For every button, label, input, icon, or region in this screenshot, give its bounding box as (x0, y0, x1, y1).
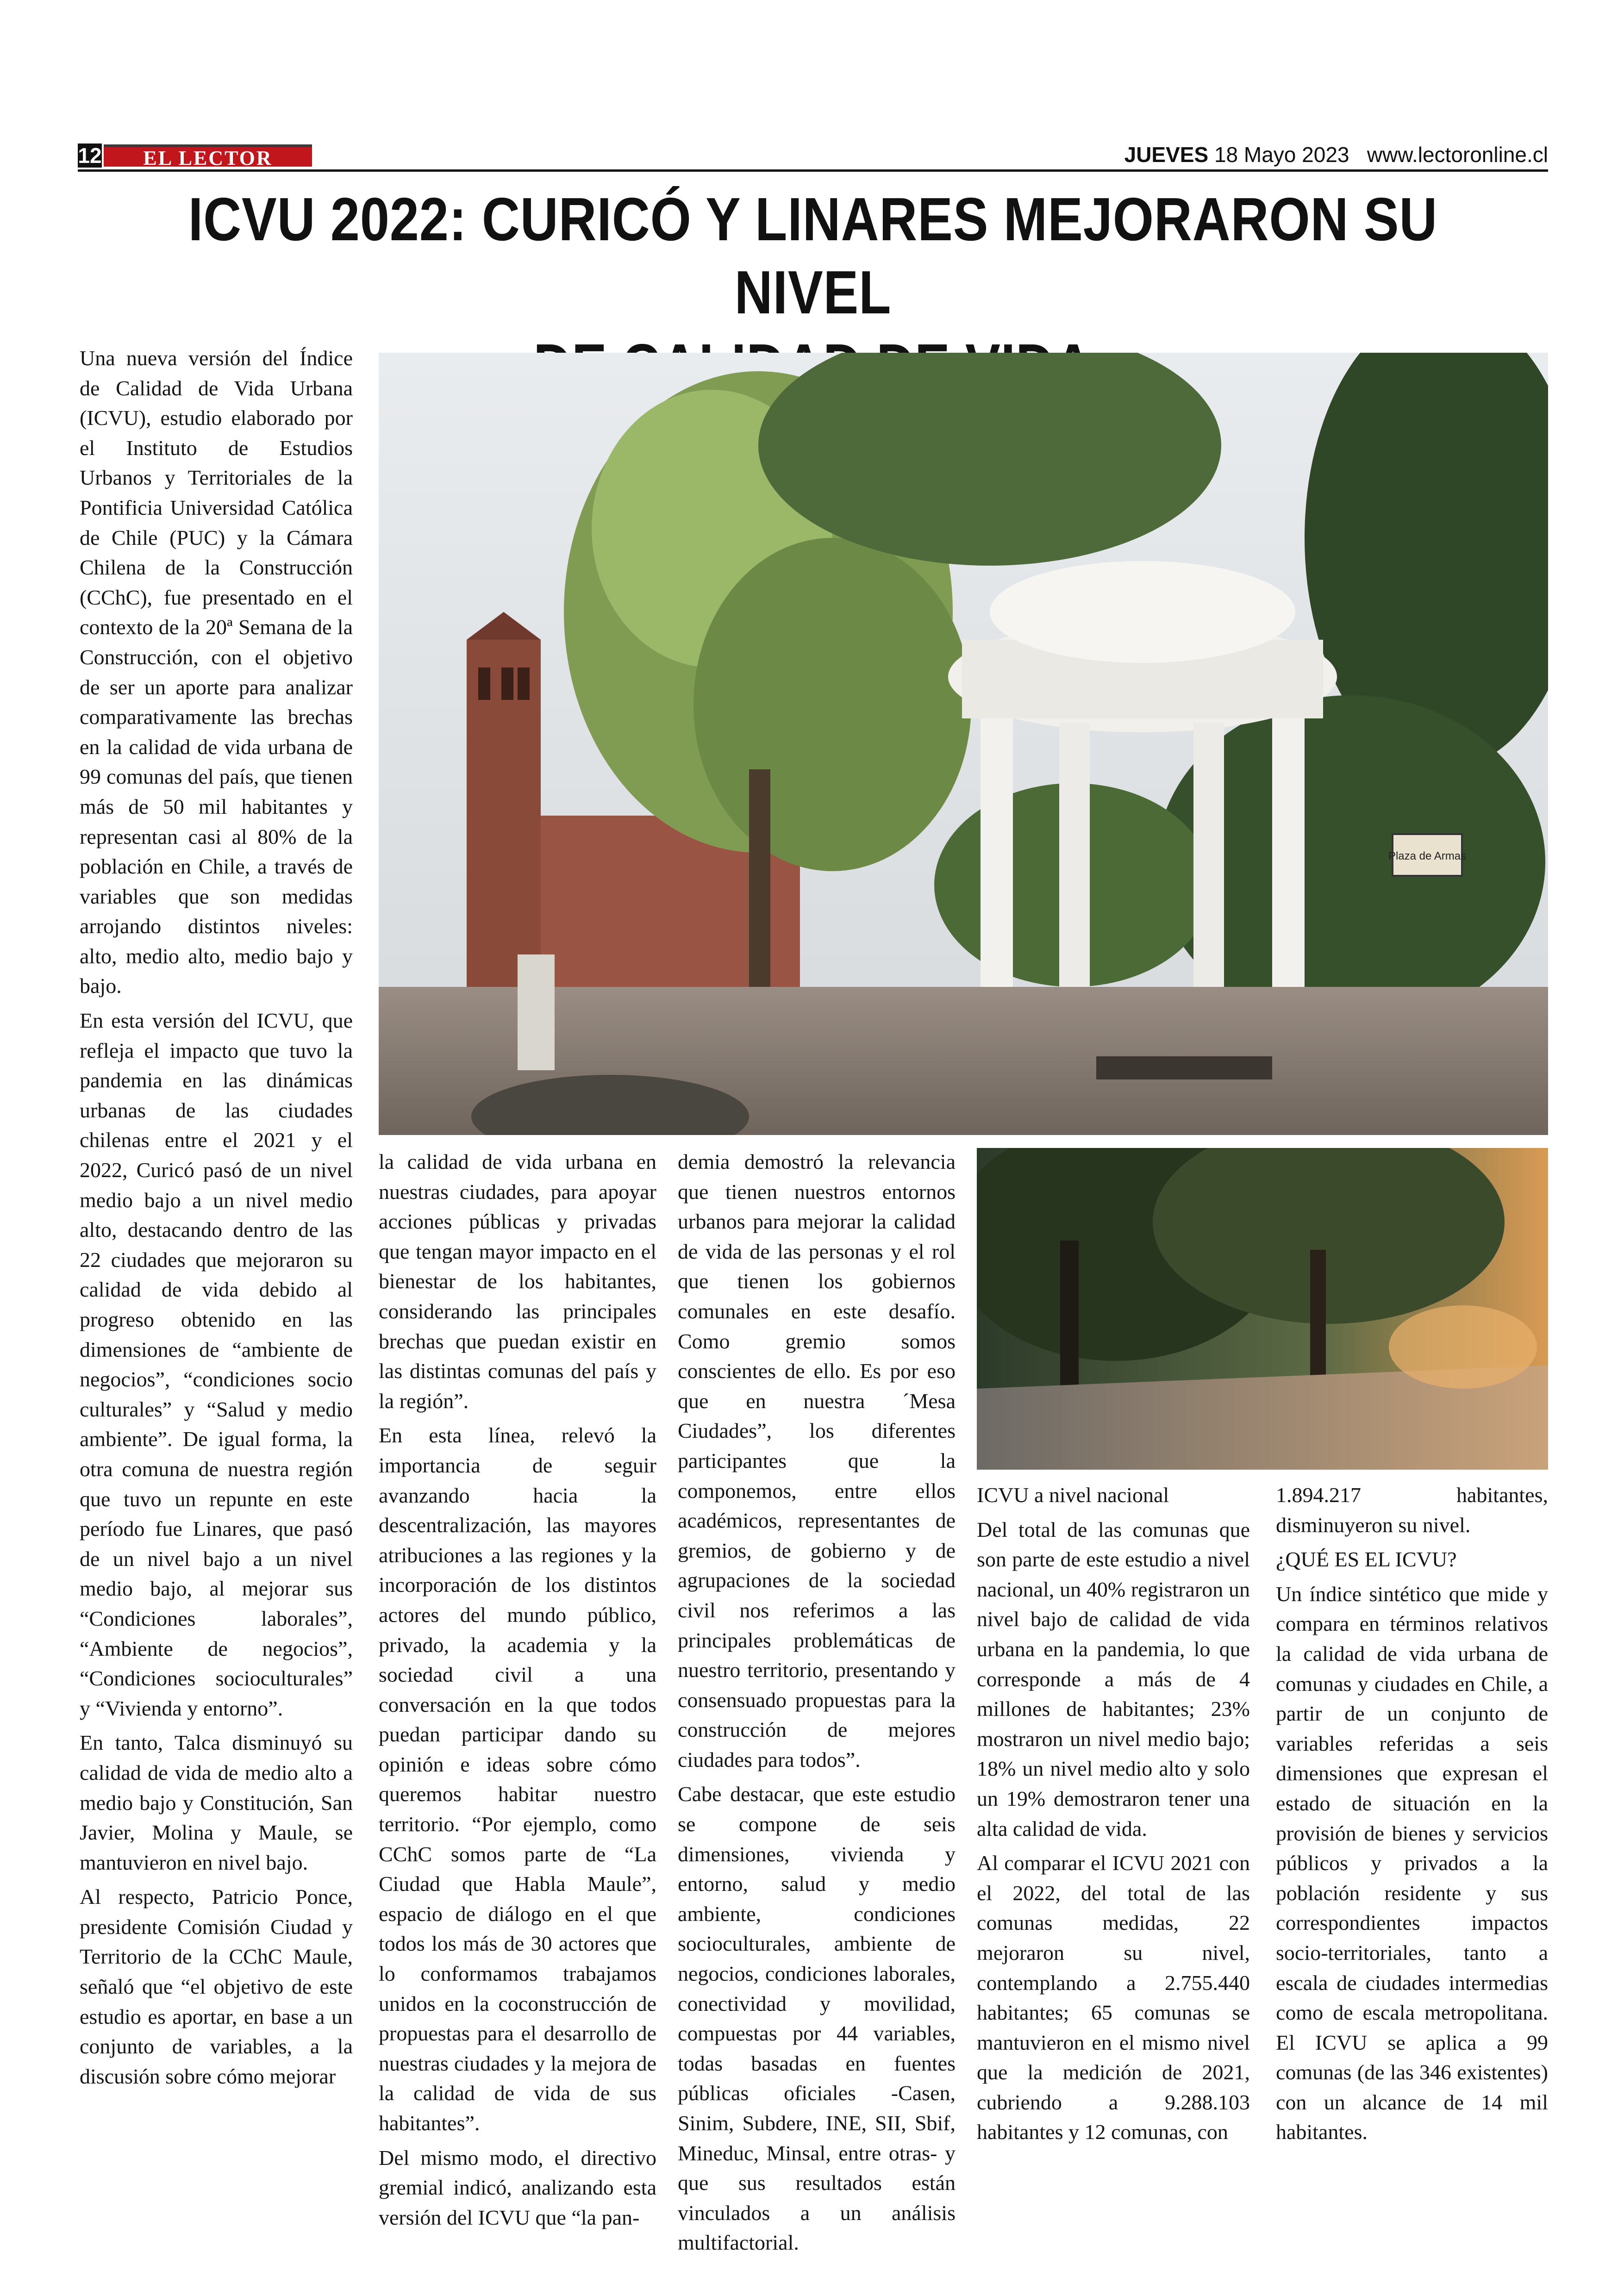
article-column-2 (379, 1147, 656, 2237)
plaza-sign: Plaza de Armas (1388, 850, 1467, 862)
secondary-photo-park (977, 1148, 1548, 1470)
col1-paragraph-3: En tanto, Talca disminuyó su calidad de vida de medio alto a medio bajo y Constitución, San Javier, Molina y Maule, se mantuvieron en nivel bajo. (80, 1731, 353, 1874)
header-website: www.lectoronline.cl (1367, 143, 1548, 167)
header-dateline (1124, 142, 1548, 168)
article-column-5 (1276, 1480, 1548, 2152)
col2-paragraph-3: Del mismo modo, el directivo gremial indicó, analizando esta versión del ICVU que “la pan- (379, 2145, 656, 2229)
col4-paragraph-2: Al comparar el ICVU 2021 con el 2022, del total de las comunas medidas, 22 mejoraron su nivel, contemplando a 2.755.440 habitantes; 65 comunas se mantuvieron en el mismo nivel que la medición de 2021, cubriendo a 9.288.103 habitantes y 12 comunas, con (977, 1851, 1250, 2144)
col2-paragraph-2: En esta línea, relevó la importancia de seguir avanzando hacia la descentralización, las mayores atribuciones a las regiones y la incorporación de los distintos actores del mundo público, privado, la academia y la sociedad civil a una conversación en la que todos puedan participar dando su opinión e ideas sobre cómo queremos habitar nuestro territorio. “Por ejemplo, como CChC somos parte de “La Ciudad que Habla Maule”, espacio de diálogo en el que todos los más de 30 actores que lo conformamos trabajamos unidos en la coconstrucción de propuestas para el desarrollo de nuestras ciudades y la mejora de la calidad de vida de sus habitantes”. (379, 1423, 656, 2135)
col3-paragraph-2: Cabe destacar, que este estudio se compone de seis dimensiones, vivienda y entorno, salud y medio ambiente, condiciones socioculturales, ambiente de negocios, condiciones laborales, conectividad y movilidad, compuestas por 44 variables, todas basadas en fuentes públicas oficiales -Casen, Sinim, Subdere, INE, SII, Sbif, Mineduc, Minsal, entre otras- y que sus resultados están vinculados a un análisis multifactorial. (678, 1782, 956, 2255)
newspaper-logo: EL LECTOR (104, 144, 312, 167)
col1-paragraph-1: Una nueva versión del Índice de Calidad de Vida Urbana (ICVU), estudio elaborado por el Instituto de Estudios Urbanos y Territoriales de la Pontificia Universidad Católica de Chile (PUC) y la Cámara Chilena de la Construcción (CChC), fue presentado en el contexto de la 20ª Semana de la Construcción, con el objetivo de ser un aporte para analizar comparativamente las brechas en la calidad de vida urbana de 99 comunas del país, que tienen más de 50 mil habitantes y representan casi al 80% de la población en Chile, a través de variables que son medidas arrojando distintos niveles: alto, medio alto, medio bajo y bajo. (80, 346, 353, 998)
page-header (78, 142, 1548, 168)
article-column-3 (678, 1147, 956, 2263)
col5-lead: 1.894.217 habitantes, disminuyeron su nivel. (1276, 1483, 1548, 1537)
article-column-4 (977, 1480, 1250, 2152)
col4-paragraph-1: Del total de las comunas que son parte de este estudio a nivel nacional, un 40% registraron un nivel bajo de calidad de vida urbana en la pandemia, lo que corresponde a más de 4 millones de habitantes; 23% mostraron un nivel medio bajo; 18% un nivel medio alto y solo un 19% demostraron tener una alta calidad de vida. (977, 1517, 1250, 1840)
col1-paragraph-4: Al respecto, Patricio Ponce, presidente Comisión Ciudad y Territorio de la CChC Maule, señaló que “el objetivo de este estudio es aportar, en base a un conjunto de variables, a la discusión sobre cómo mejorar (80, 1885, 353, 2088)
col1-paragraph-2: En esta versión del ICVU, que refleja el impacto que tuvo la pandemia en las dinámicas urbanas de las ciudades chilenas entre el 2021 y el 2022, Curicó pasó de un nivel medio bajo a un nivel medio alto, destacando dentro de las 22 ciudades que mejoraron su calidad de vida debido al progreso obtenido en las dimensiones de “ambiente de negocios”, “condiciones socio culturales” y “Salud y medio ambiente”. De igual forma, la otra comuna de nuestra región que tuvo un repunte en este período fue Linares, que pasó de un nivel bajo a un nivel medio bajo, al mejorar sus “Condiciones laborales”, “Ambiente de negocios”, “Condiciones socioculturales” y “Vivienda y entorno”. (80, 1009, 353, 1720)
col4-subhead: ICVU a nivel nacional (977, 1483, 1169, 1507)
page-number: 12 (78, 143, 102, 168)
header-rule (78, 169, 1548, 172)
header-date: 18 Mayo 2023 (1214, 143, 1349, 167)
col5-subhead: ¿QUÉ ES EL ICVU? (1276, 1547, 1457, 1572)
headline-line-1: ICVU 2022: CURICÓ Y LINARES MEJORARON SU NIVEL (188, 185, 1438, 326)
col2-paragraph-1: la calidad de vida urbana en nuestras ciudades, para apoyar acciones públicas y privadas que tengan mayor impacto en el bienestar de los habitantes, considerando las principales brechas que puedan existir en las distintas comunas del país y la región”. (379, 1150, 656, 1413)
park-illustration (977, 1148, 1548, 1470)
col5-paragraph-1: Un índice sintético que mide y compara en términos relativos la calidad de vida urbana de comunas y ciudades en Chile, a partir de un conjunto de variables referidas a seis dimensiones que expresan el estado de situación en la provisión de bienes y servicios públicos y privados a la población residente y sus correspondientes impactos socio-territoriales, tanto a escala de ciudades intermedias como de escala metropolitana. El ICVU se aplica a 99 comunas (de las 346 existentes) con un alcance de 14 mil habitantes. (1276, 1582, 1548, 2144)
plaza-illustration (379, 353, 1548, 1135)
main-photo-plaza (379, 353, 1548, 1135)
header-day: JUEVES (1124, 143, 1209, 167)
article-column-1 (80, 343, 353, 2096)
col3-paragraph-1: demia demostró la relevancia que tienen nuestros entornos urbanos para mejorar la calidad de vida de las personas y el rol que tienen los gobiernos comunales en este desafío. Como gremio somos conscientes de ello. Es por eso que en nuestra ´Mesa Ciudades”, los diferentes participantes que la componemos, entre ellos académicos, representantes de gremios, de gobierno y de agrupaciones de la sociedad civil nos referimos a las principales problemáticas de nuestro territorio, presentando y consensuado propuestas para la construcción de mejores ciudades para todos”. (678, 1150, 956, 1771)
